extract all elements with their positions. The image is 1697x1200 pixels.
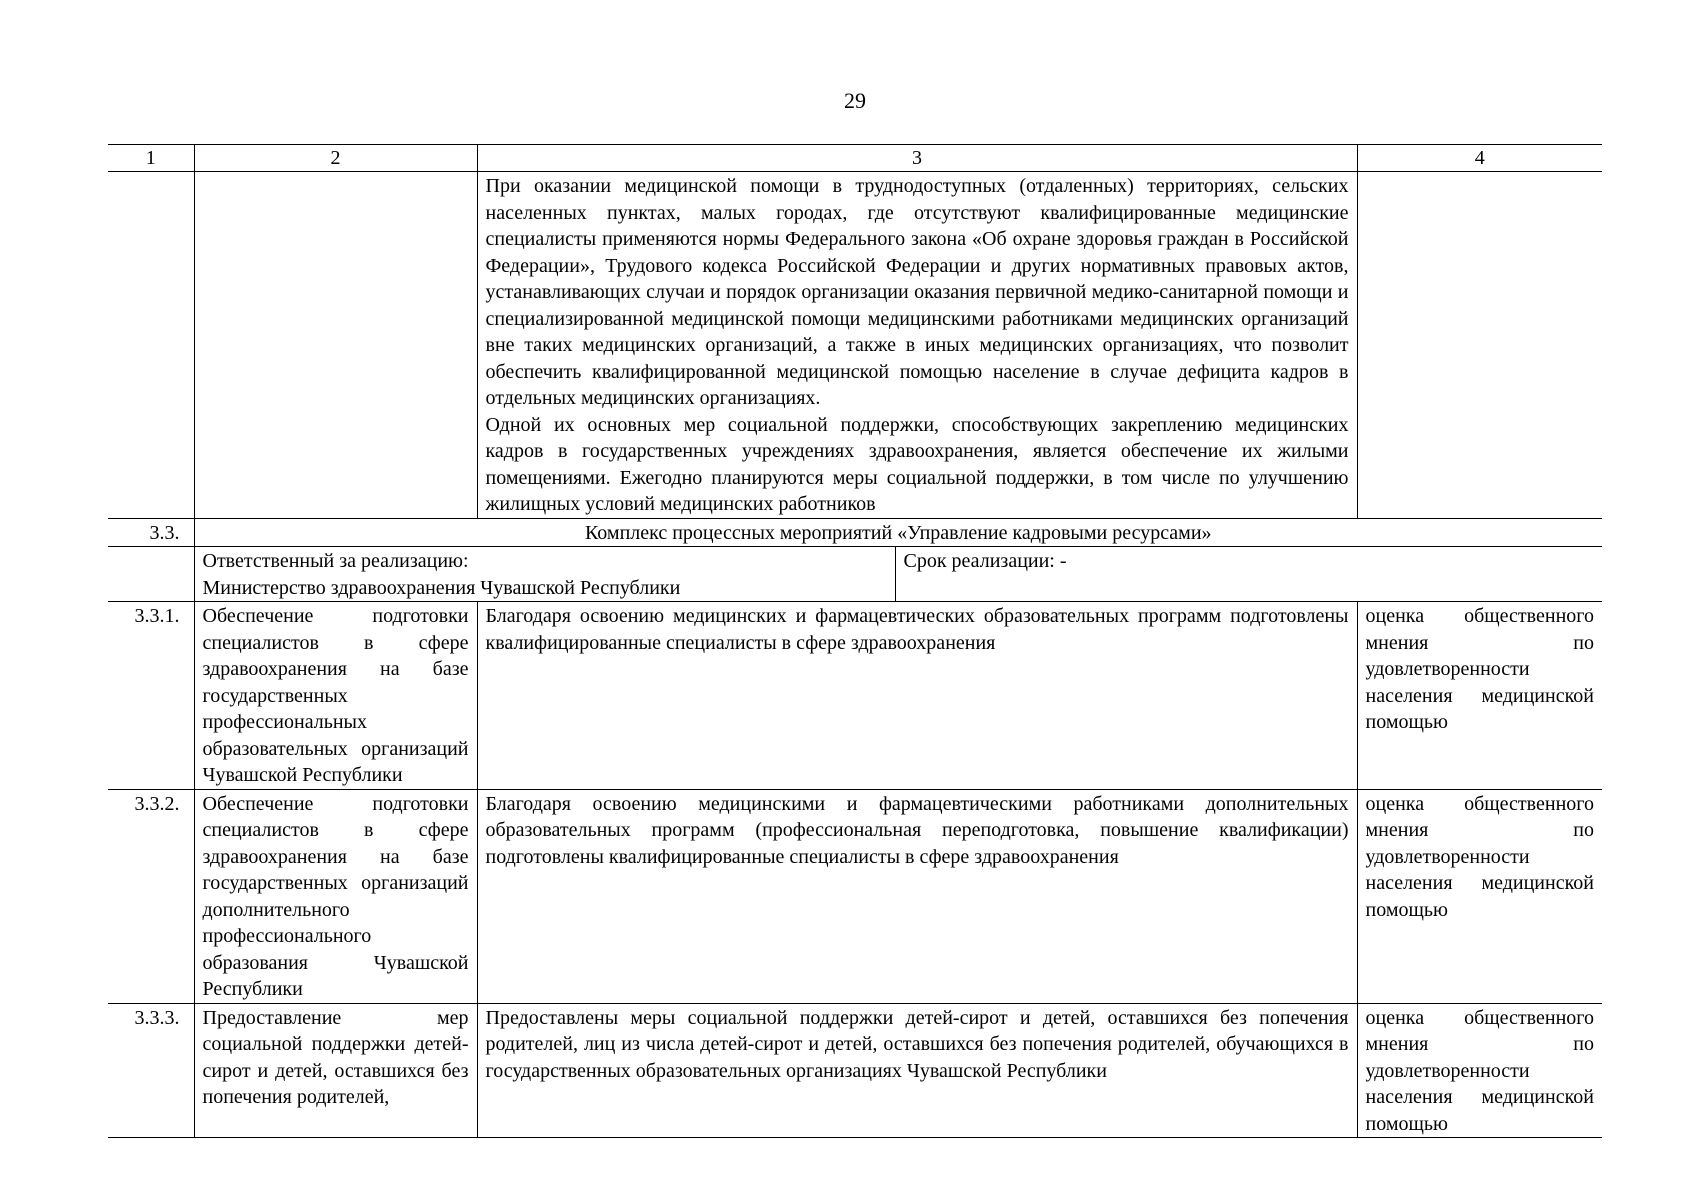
continuation-indicator-cell (1357, 172, 1602, 519)
row-indicator: оценка общественного мнения по удовлетворенности населения медицинской помощью (1357, 602, 1602, 790)
row-number: 3.3.2. (108, 789, 194, 1003)
measures-table (108, 144, 1602, 1138)
section-title-row (108, 518, 1602, 547)
header-col-3: 3 (477, 145, 1357, 172)
row-result: Предоставлены меры социальной поддержки детей-сирот и детей, оставшихся без попечения родителей, лиц из числа детей-сирот и детей, оставшихся без попечения родителей, обучающихся в государственных образовательных организациях Чувашской Республики (477, 1003, 1357, 1138)
row-task: Обеспечение подготовки специалистов в сфере здравоохранения на базе государственных организаций дополнительного профессионального образования Чувашской Республики (194, 789, 477, 1003)
row-task: Предоставление мер социальной поддержки детей-сирот и детей, оставшихся без попечения родителей, (194, 1003, 477, 1138)
section-number: 3.3. (108, 518, 194, 547)
row-number: 3.3.1. (108, 602, 194, 790)
header-col-4: 4 (1357, 145, 1602, 172)
header-col-1: 1 (108, 145, 194, 172)
page-number: 29 (844, 88, 866, 113)
section-responsible-row (108, 547, 1602, 602)
section-term: Срок реализации: - (895, 547, 1602, 602)
header-row (108, 145, 1602, 172)
row-indicator: оценка общественного мнения по удовлетворенности населения медицинской помощью (1357, 1003, 1602, 1138)
row-indicator: оценка общественного мнения по удовлетворенности населения медицинской помощью (1357, 789, 1602, 1003)
responsible-label: Ответственный за реализацию: (202, 550, 469, 572)
header-col-2: 2 (194, 145, 477, 172)
table-row (108, 789, 1602, 1003)
section-title: Комплекс процессных мероприятий «Управление кадровыми ресурсами» (194, 518, 1602, 547)
row-result: Благодаря освоению медицинскими и фармацевтическими работниками дополнительных образовательных программ (профессиональная переподготовка, повышение квалификации) подготовлены квалифицированные специалисты в сфере здравоохранения (477, 789, 1357, 1003)
continuation-row (108, 172, 1602, 519)
responsible-value: Министерство здравоохранения Чувашской Республики (202, 576, 681, 599)
table-row (108, 602, 1602, 790)
continuation-paragraph-1: При оказании медицинской помощи в труднодоступных (отдаленных) территориях, сельских населенных пунктах, малых городах, где отсутствуют квалифицированные медицинские специалисты применяются нормы Федерального закона «Об охране здоровья граждан в Российской Федерации», Трудового кодекса Российской Федерации и других нормативных правовых актов, устанавливающих случаи и порядок организации оказания первичной медико-санитарной помощи и специализированной медицинской помощи медицинскими работниками медицинских организаций вне таких медицинских организаций, а также в иных медицинских организациях, что позволит обеспечить квалифицированной медицинской помощью население в случае дефицита кадров в отдельных медицинских организациях. (485, 175, 1349, 409)
continuation-paragraph-2: Одной их основных мер социальной поддержки, способствующих закреплению медицинских кадров в государственных учреждениях здравоохранения, является обеспечение их жилыми помещениями. Ежегодно планируются меры социальной поддержки, в том числе по улучшению жилищных условий медицинских работников (485, 413, 1349, 515)
continuation-task-cell (194, 172, 477, 519)
section-responsible-empty (108, 547, 194, 602)
continuation-num-cell (108, 172, 194, 519)
continuation-text-cell (477, 172, 1357, 519)
row-result: Благодаря освоению медицинских и фармацевтических образовательных программ подготовлены квалифицированные специалисты в сфере здравоохранения (477, 602, 1357, 790)
table-row (108, 1003, 1602, 1138)
row-number: 3.3.3. (108, 1003, 194, 1138)
row-task: Обеспечение подготовки специалистов в сфере здравоохранения на базе государственных профессиональных образовательных организаций Чувашской Республики (194, 602, 477, 790)
section-responsible-cell (194, 547, 895, 602)
